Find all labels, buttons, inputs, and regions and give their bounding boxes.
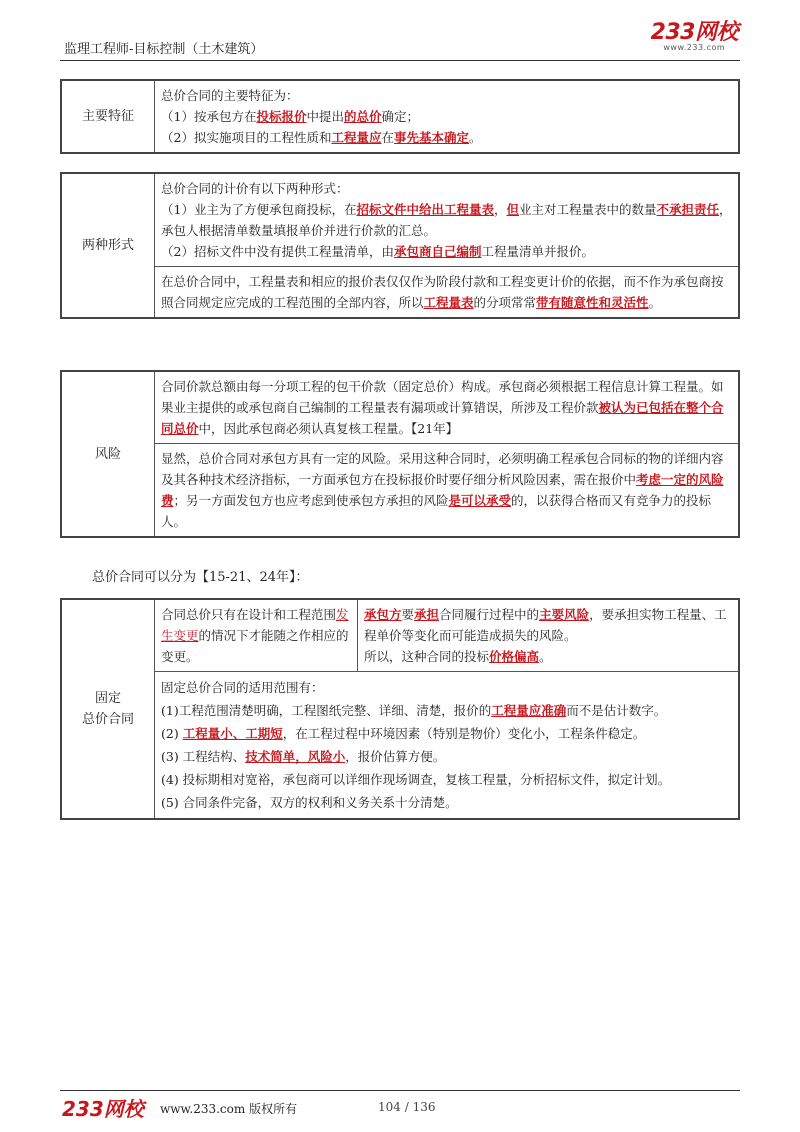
footer-copyright: www.233.com 版权所有 [160,1102,298,1116]
two-forms-content [155,173,740,267]
main-features-item-2: （2）拟实施项目的工程性质和工程量应在事先基本确定。 [161,130,482,145]
fixed-price-scope-item-1: (1)工程范围清楚明确，工程图纸完整、详细、清楚，报价的工程量应准确而不是估计数字。 [161,703,667,718]
fixed-price-label-line-1: 固定 [94,691,121,706]
contract-types-intro: 总价合同可以分为【15-21、24年】： [92,570,309,585]
fixed-price-risk [358,599,740,672]
main-features-label: 主要特征 [61,80,155,153]
two-forms-item-1: （1）业主为了方便承包商投标，在招标文件中给出工程量表，但业主对工程量表中的数量不承担责任，承包人根据清单数量填报单价并进行价款的汇总。 [161,202,732,238]
page-number: 104 / 136 [378,1100,436,1114]
main-features-table [60,79,740,154]
fixed-price-label [61,599,155,819]
fixed-price-label-line-2: 总价合同 [81,712,134,727]
brand-logo-text: 233网校 [650,20,738,45]
fixed-price-scope-item-4: (4) 投标期相对宽裕，承包商可以详细作现场调查，复核工程量，分析招标文件，拟定计划。 [161,772,671,787]
two-forms-intro: 总价合同的计价有以下两种形式： [161,181,349,196]
footer-brand-logo: 233网校 [62,1097,144,1121]
fixed-price-risk-line-1: 承包方要承担合同履行过程中的主要风险，要承担实物工程量、工程单价等变化而可能造成损失的风险。 [364,607,727,643]
risk-paragraph-2: 显然，总价合同对承包方具有一定的风险。采用这种合同时，必须明确工程承包合同标的物的详细内容及其各种技术经济指标，一方面承包方在投标报价时要仔细分析风险因素，需在报价中考虑一定的风险费；另一方面发包方也应考虑到使承包方承担的风险是可以承受的，以获得合格而又有竞争力的投标人。 [155,444,740,538]
fixed-price-scope-item-2: (2) 工程量小、工期短，在工程过程中环境因素（特别是物价）变化小，工程条件稳定。 [161,726,646,741]
fixed-price-scope-item-3: (3) 工程结构、技术简单，风险小，报价估算方便。 [161,749,446,764]
main-features-item-1: （1）按承包方在投标报价中提出的总价确定； [161,109,420,124]
two-forms-item-2: （2）招标文件中没有提供工程量清单，由承包商自己编制工程量清单并报价。 [161,244,594,259]
header-divider [60,60,740,61]
brand-logo-url: www.233.com [663,43,726,52]
risk-table [60,370,740,538]
main-features-content [155,80,740,153]
footer-divider [60,1090,740,1091]
fixed-price-scope [155,672,740,820]
fixed-price-scope-item-5: (5) 合同条件完备，双方的权利和义务关系十分清楚。 [161,795,458,810]
two-forms-table [60,172,740,319]
main-features-intro: 总价合同的主要特征为： [161,88,299,103]
fixed-price-scope-title: 固定总价合同的适用范围有： [161,680,324,695]
two-forms-label: 两种形式 [61,173,155,318]
brand-logo [651,22,738,52]
document-header-title: 监理工程师-目标控制（土木建筑） [64,42,264,57]
two-forms-note: 在总价合同中，工程量表和相应的报价表仅仅作为阶段付款和工程变更计价的依据，而不作为承包商按照合同规定应完成的工程范围的全部内容，所以工程量表的分项常常带有随意性和灵活性。 [155,267,740,319]
fixed-price-risk-line-2: 所以，这种合同的投标价格偏高。 [364,649,552,664]
fixed-price-change-condition: 合同总价只有在设计和工程范围发生变更的情况下才能随之作相应的变更。 [155,599,358,672]
risk-paragraph-1: 合同价款总额由每一分项工程的包干价款（固定总价）构成。承包商必须根据工程信息计算工程量。如果业主提供的或承包商自己编制的工程量表有漏项或计算错误，所涉及工程价款被认为已包括在整个合同总价中，因此承包商必须认真复核工程量。【21年】 [155,371,740,444]
fixed-price-table [60,598,740,820]
risk-label: 风险 [61,371,155,537]
